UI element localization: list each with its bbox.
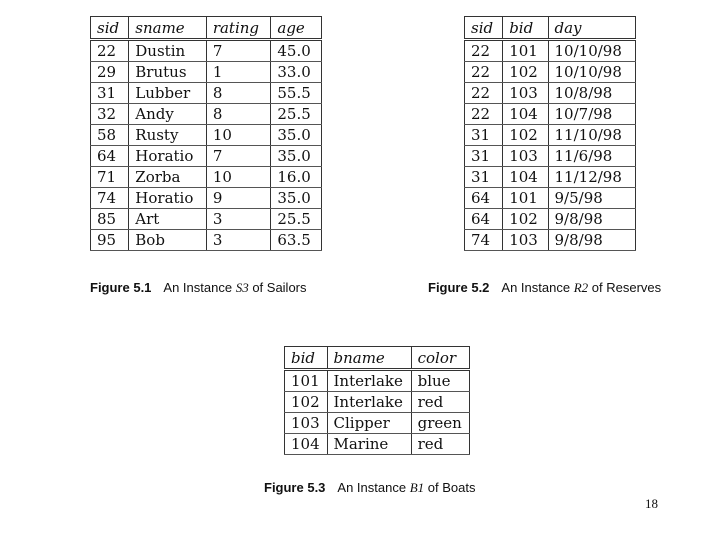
- cell-bid: 101: [285, 370, 328, 392]
- cell-day: 9/5/98: [548, 188, 635, 209]
- cell-sid: 22: [465, 40, 503, 62]
- cell-age: 16.0: [271, 167, 322, 188]
- table-row: [91, 62, 322, 83]
- cell-bid: 103: [503, 230, 548, 251]
- column-header-rating: rating: [206, 17, 271, 40]
- cell-sname: Bob: [129, 230, 207, 251]
- cell-sid: 31: [465, 146, 503, 167]
- table-row: [465, 125, 636, 146]
- cell-age: 25.5: [271, 104, 322, 125]
- caption-instance: B1: [409, 480, 425, 495]
- table-row: [465, 83, 636, 104]
- cell-rating: 10: [206, 125, 271, 146]
- table-row: [285, 370, 470, 392]
- cell-sid: 31: [465, 125, 503, 146]
- cell-age: 55.5: [271, 83, 322, 104]
- cell-sname: Dustin: [129, 40, 207, 62]
- cell-day: 11/10/98: [548, 125, 635, 146]
- cell-sid: 64: [91, 146, 129, 167]
- table-row: [91, 125, 322, 146]
- cell-color: green: [411, 413, 469, 434]
- cell-sname: Andy: [129, 104, 207, 125]
- cell-day: 10/7/98: [548, 104, 635, 125]
- cell-sname: Zorba: [129, 167, 207, 188]
- table-row: [91, 104, 322, 125]
- column-header-bid: bid: [285, 347, 328, 370]
- cell-sname: Art: [129, 209, 207, 230]
- table-row: [91, 40, 322, 62]
- cell-day: 10/10/98: [548, 40, 635, 62]
- cell-sname: Brutus: [129, 62, 207, 83]
- cell-rating: 9: [206, 188, 271, 209]
- table-row: [91, 83, 322, 104]
- table-row: [91, 167, 322, 188]
- cell-sid: 71: [91, 167, 129, 188]
- figure-number: Figure 5.2: [428, 280, 490, 295]
- cell-bid: 103: [285, 413, 328, 434]
- figure-number: Figure 5.3: [264, 480, 326, 495]
- table-header-row: [285, 347, 470, 370]
- caption-instance: S3: [235, 280, 249, 295]
- table-row: [465, 40, 636, 62]
- caption-text: of Reserves: [588, 280, 662, 295]
- cell-sid: 95: [91, 230, 129, 251]
- column-header-bname: bname: [327, 347, 411, 370]
- cell-bid: 104: [503, 167, 548, 188]
- cell-bid: 104: [503, 104, 548, 125]
- cell-age: 63.5: [271, 230, 322, 251]
- cell-rating: 7: [206, 40, 271, 62]
- cell-rating: 7: [206, 146, 271, 167]
- cell-color: red: [411, 392, 469, 413]
- column-header-age: age: [271, 17, 322, 40]
- table-row: [465, 230, 636, 251]
- table-row: [91, 146, 322, 167]
- cell-day: 10/8/98: [548, 83, 635, 104]
- cell-sid: 22: [465, 62, 503, 83]
- cell-sid: 22: [465, 83, 503, 104]
- cell-rating: 10: [206, 167, 271, 188]
- table-header-row: [91, 17, 322, 40]
- page-number: 18: [645, 496, 658, 511]
- cell-sname: Horatio: [129, 188, 207, 209]
- column-header-sid: sid: [465, 17, 503, 40]
- table-row: [465, 146, 636, 167]
- cell-rating: 8: [206, 83, 271, 104]
- figure-caption-sailors: [90, 280, 307, 296]
- cell-sid: 31: [91, 83, 129, 104]
- cell-bid: 101: [503, 188, 548, 209]
- cell-age: 35.0: [271, 146, 322, 167]
- cell-sid: 22: [465, 104, 503, 125]
- cell-rating: 8: [206, 104, 271, 125]
- cell-bname: Interlake: [327, 392, 411, 413]
- cell-sid: 29: [91, 62, 129, 83]
- figure-number: Figure 5.1: [90, 280, 152, 295]
- cell-bname: Marine: [327, 434, 411, 455]
- caption-text: of Sailors: [248, 280, 307, 295]
- cell-sid: 85: [91, 209, 129, 230]
- cell-bid: 102: [503, 62, 548, 83]
- cell-bname: Interlake: [327, 370, 411, 392]
- table-row: [465, 167, 636, 188]
- cell-day: 11/12/98: [548, 167, 635, 188]
- table-row: [91, 188, 322, 209]
- cell-rating: 3: [206, 230, 271, 251]
- sailors-table: [90, 16, 322, 251]
- cell-day: 9/8/98: [548, 209, 635, 230]
- column-header-bid: bid: [503, 17, 548, 40]
- figure-caption-reserves: [428, 280, 661, 296]
- cell-rating: 1: [206, 62, 271, 83]
- cell-color: red: [411, 434, 469, 455]
- caption-text: of Boats: [424, 480, 476, 495]
- column-header-sid: sid: [91, 17, 129, 40]
- cell-bid: 103: [503, 146, 548, 167]
- cell-color: blue: [411, 370, 469, 392]
- table-row: [465, 188, 636, 209]
- column-header-sname: sname: [129, 17, 207, 40]
- cell-bid: 102: [503, 125, 548, 146]
- cell-age: 35.0: [271, 125, 322, 146]
- cell-bid: 101: [503, 40, 548, 62]
- cell-bname: Clipper: [327, 413, 411, 434]
- table-row: [285, 434, 470, 455]
- cell-sid: 22: [91, 40, 129, 62]
- cell-sid: 64: [465, 209, 503, 230]
- cell-sid: 58: [91, 125, 129, 146]
- caption-text: An Instance: [501, 280, 574, 295]
- table-row: [285, 413, 470, 434]
- column-header-color: color: [411, 347, 469, 370]
- cell-sid: 74: [465, 230, 503, 251]
- cell-sid: 32: [91, 104, 129, 125]
- cell-sname: Rusty: [129, 125, 207, 146]
- cell-sname: Horatio: [129, 146, 207, 167]
- cell-bid: 104: [285, 434, 328, 455]
- cell-sid: 74: [91, 188, 129, 209]
- cell-bid: 102: [503, 209, 548, 230]
- table-row: [91, 230, 322, 251]
- column-header-day: day: [548, 17, 635, 40]
- cell-age: 33.0: [271, 62, 322, 83]
- reserves-table: [464, 16, 636, 251]
- table-row: [465, 209, 636, 230]
- cell-age: 45.0: [271, 40, 322, 62]
- cell-sname: Lubber: [129, 83, 207, 104]
- table-row: [285, 392, 470, 413]
- cell-age: 35.0: [271, 188, 322, 209]
- boats-table: [284, 346, 470, 455]
- caption-text: An Instance: [163, 280, 236, 295]
- cell-sid: 31: [465, 167, 503, 188]
- table-row: [465, 104, 636, 125]
- caption-instance: R2: [573, 280, 589, 295]
- caption-text: An Instance: [337, 480, 410, 495]
- cell-bid: 103: [503, 83, 548, 104]
- cell-rating: 3: [206, 209, 271, 230]
- cell-sid: 64: [465, 188, 503, 209]
- table-row: [91, 209, 322, 230]
- cell-bid: 102: [285, 392, 328, 413]
- figure-caption-boats: [264, 480, 475, 496]
- table-row: [465, 62, 636, 83]
- cell-day: 10/10/98: [548, 62, 635, 83]
- cell-age: 25.5: [271, 209, 322, 230]
- table-header-row: [465, 17, 636, 40]
- cell-day: 11/6/98: [548, 146, 635, 167]
- cell-day: 9/8/98: [548, 230, 635, 251]
